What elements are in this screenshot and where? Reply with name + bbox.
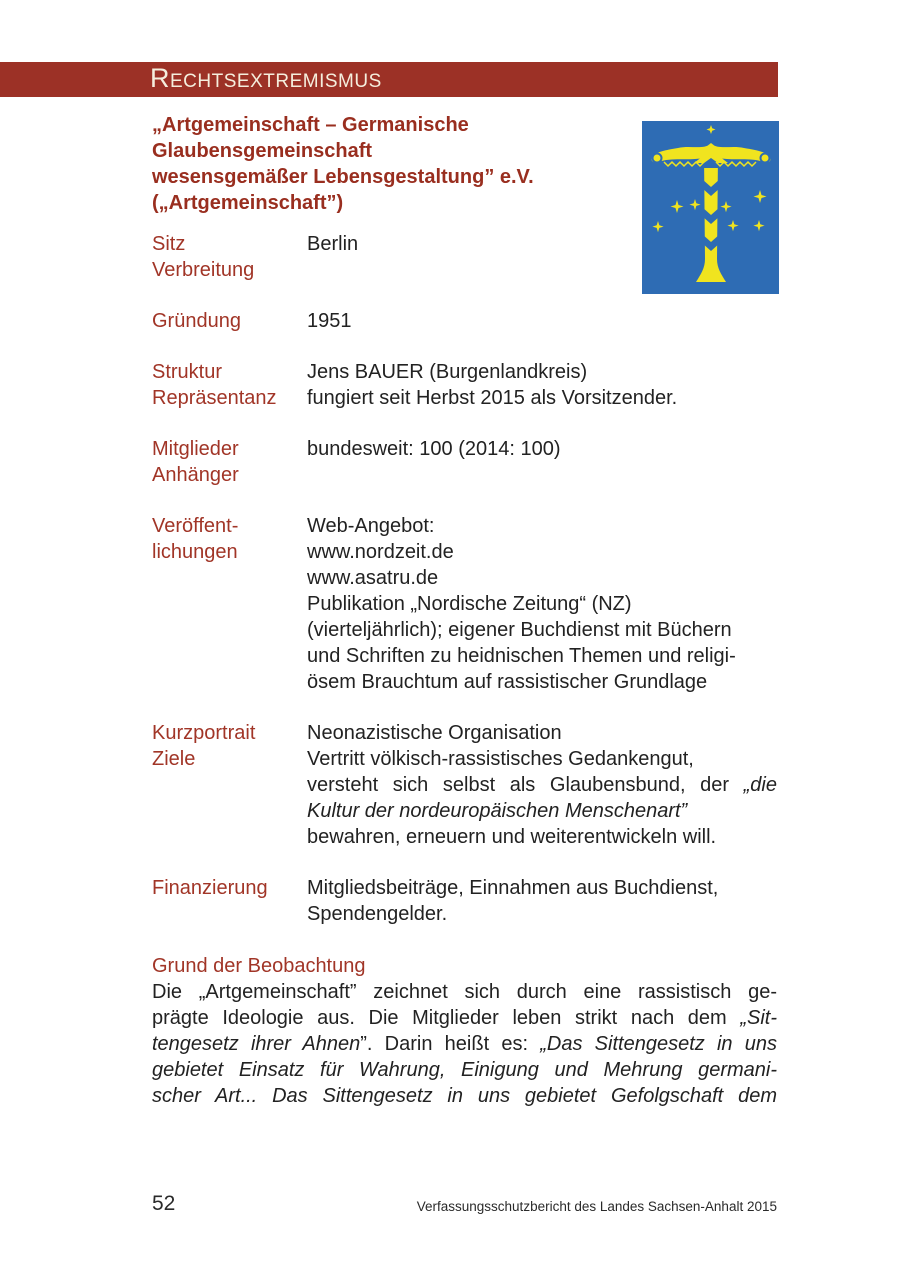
text-line — [307, 772, 777, 798]
section-title — [150, 61, 382, 99]
organization-title-line: Glaubensgemeinschaft — [152, 140, 373, 162]
profile-row — [152, 231, 777, 283]
profile-row — [152, 359, 777, 411]
text-segment: Publikation „Nordische Zeitung“ (NZ) — [307, 593, 632, 615]
row-label-line: Gründung — [152, 310, 241, 332]
text-segment: www.nordzeit.de — [307, 541, 454, 563]
row-label-line: lichungen — [152, 541, 238, 563]
text-line — [307, 669, 777, 695]
text-line — [307, 436, 777, 462]
row-value — [307, 231, 777, 283]
text-line — [307, 308, 777, 334]
text-segment: Berlin — [307, 233, 359, 255]
text-segment: 1951 — [307, 310, 352, 332]
row-label-line: Verbreitung — [152, 259, 255, 281]
italic-text-segment: gebietet Einsatz für Wahrung, Einigung und Mehrung germani- — [152, 1059, 777, 1081]
text-line — [307, 875, 777, 901]
row-label-line: Mitglieder — [152, 438, 239, 460]
text-segment: (vierteljährlich); eigener Buchdienst mit Büchern — [307, 619, 732, 641]
text-line — [152, 1083, 777, 1109]
report-footer-title: Verfassungsschutzbericht des Landes Sachsen-Anhalt 2015 — [416, 1199, 777, 1214]
section-title-rest: ECHTSEXTREMISMUS — [170, 70, 382, 92]
text-line — [307, 539, 777, 565]
row-label — [152, 875, 307, 927]
row-label — [152, 720, 307, 850]
profile-row — [152, 513, 777, 695]
row-label-line: Struktur — [152, 361, 223, 383]
text-segment: und Schriften zu heidnischen Themen und religi- — [307, 645, 736, 667]
row-label — [152, 308, 307, 334]
row-label — [152, 436, 307, 488]
observation-heading: Grund der Beobachtung — [152, 955, 366, 977]
profile-row — [152, 720, 777, 850]
profile-row — [152, 436, 777, 488]
row-value — [307, 359, 777, 411]
row-label-line: Ziele — [152, 748, 196, 770]
italic-text-segment: scher Art... Das Sittengesetz in uns gebietet Gefolgschaft dem — [152, 1085, 777, 1107]
text-line — [152, 1031, 777, 1057]
organization-title-line: („Artgemeinschaft”) — [152, 192, 344, 214]
row-label-line: Kurzportrait — [152, 722, 256, 744]
italic-text-segment: Kultur der nordeuropäischen Menschenart” — [307, 800, 688, 822]
text-line — [307, 385, 777, 411]
profile-content — [152, 231, 777, 1109]
row-value — [307, 875, 777, 927]
text-line — [307, 591, 777, 617]
text-line — [152, 1057, 777, 1083]
text-segment: ösem Brauchtum auf rassistischer Grundlage — [307, 671, 708, 693]
profile-row — [152, 308, 777, 334]
text-line — [307, 565, 777, 591]
page-number: 52 — [152, 1192, 176, 1215]
text-segment: bewahren, erneuern und weiterentwickeln will. — [307, 826, 717, 848]
section-header-bar — [0, 62, 778, 97]
row-label-line: Repräsentanz — [152, 387, 277, 409]
italic-text-segment: tengesetz ihrer Ahnen — [152, 1033, 361, 1055]
row-value — [307, 513, 777, 695]
text-segment: ”. Darin heißt es: — [360, 1033, 541, 1055]
row-label-line: Sitz — [152, 233, 186, 255]
text-line — [307, 359, 777, 385]
row-label-line: Veröffent- — [152, 515, 239, 537]
row-label-line: Finanzierung — [152, 877, 268, 899]
italic-text-segment: „Sit- — [740, 1007, 777, 1029]
text-line — [307, 824, 777, 850]
row-label — [152, 231, 307, 283]
section-title-initial: R — [150, 62, 170, 93]
text-segment: Die „Artgemeinschaft” zeichnet sich durch eine rassistisch ge- — [152, 981, 777, 1003]
text-segment: fungiert seit Herbst 2015 als Vorsitzender. — [307, 387, 678, 409]
text-line — [307, 720, 777, 746]
row-value — [307, 720, 777, 850]
text-segment: prägte Ideologie aus. Die Mitglieder leben strikt nach dem — [152, 1007, 741, 1029]
text-line — [307, 513, 777, 539]
text-line — [307, 617, 777, 643]
italic-text-segment: „Das Sittengesetz in uns — [540, 1033, 777, 1055]
italic-text-segment: „die — [743, 774, 777, 796]
text-line — [152, 979, 777, 1005]
text-line — [307, 798, 777, 824]
row-label — [152, 359, 307, 411]
row-label — [152, 513, 307, 695]
profile-rows — [152, 231, 777, 927]
text-line — [307, 746, 777, 772]
profile-row — [152, 875, 777, 927]
text-segment: Spendengelder. — [307, 903, 448, 925]
row-value — [307, 436, 777, 488]
text-line — [307, 231, 777, 257]
organization-title-line: „Artgemeinschaft – Germanische — [152, 114, 469, 136]
text-line — [307, 643, 777, 669]
text-segment: Mitgliedsbeiträge, Einnahmen aus Buchdienst, — [307, 877, 719, 899]
text-segment: versteht sich selbst als Glaubensbund, der — [307, 774, 744, 796]
text-segment: Vertritt völkisch-rassistisches Gedankengut, — [307, 748, 694, 770]
row-label-line: Anhänger — [152, 464, 239, 486]
text-line — [307, 901, 777, 927]
organization-title-line: wesensgemäßer Lebensgestaltung” e.V. — [152, 166, 534, 188]
row-value — [307, 308, 777, 334]
organization-title — [152, 112, 632, 216]
text-segment: Jens BAUER (Burgenlandkreis) — [307, 361, 588, 383]
text-segment: bundesweit: 100 (2014: 100) — [307, 438, 561, 460]
observation-paragraph — [152, 979, 777, 1109]
text-segment: Web-Angebot: — [307, 515, 435, 537]
text-segment: www.asatru.de — [307, 567, 439, 589]
text-line — [152, 1005, 777, 1031]
text-segment: Neonazistische Organisation — [307, 722, 562, 744]
